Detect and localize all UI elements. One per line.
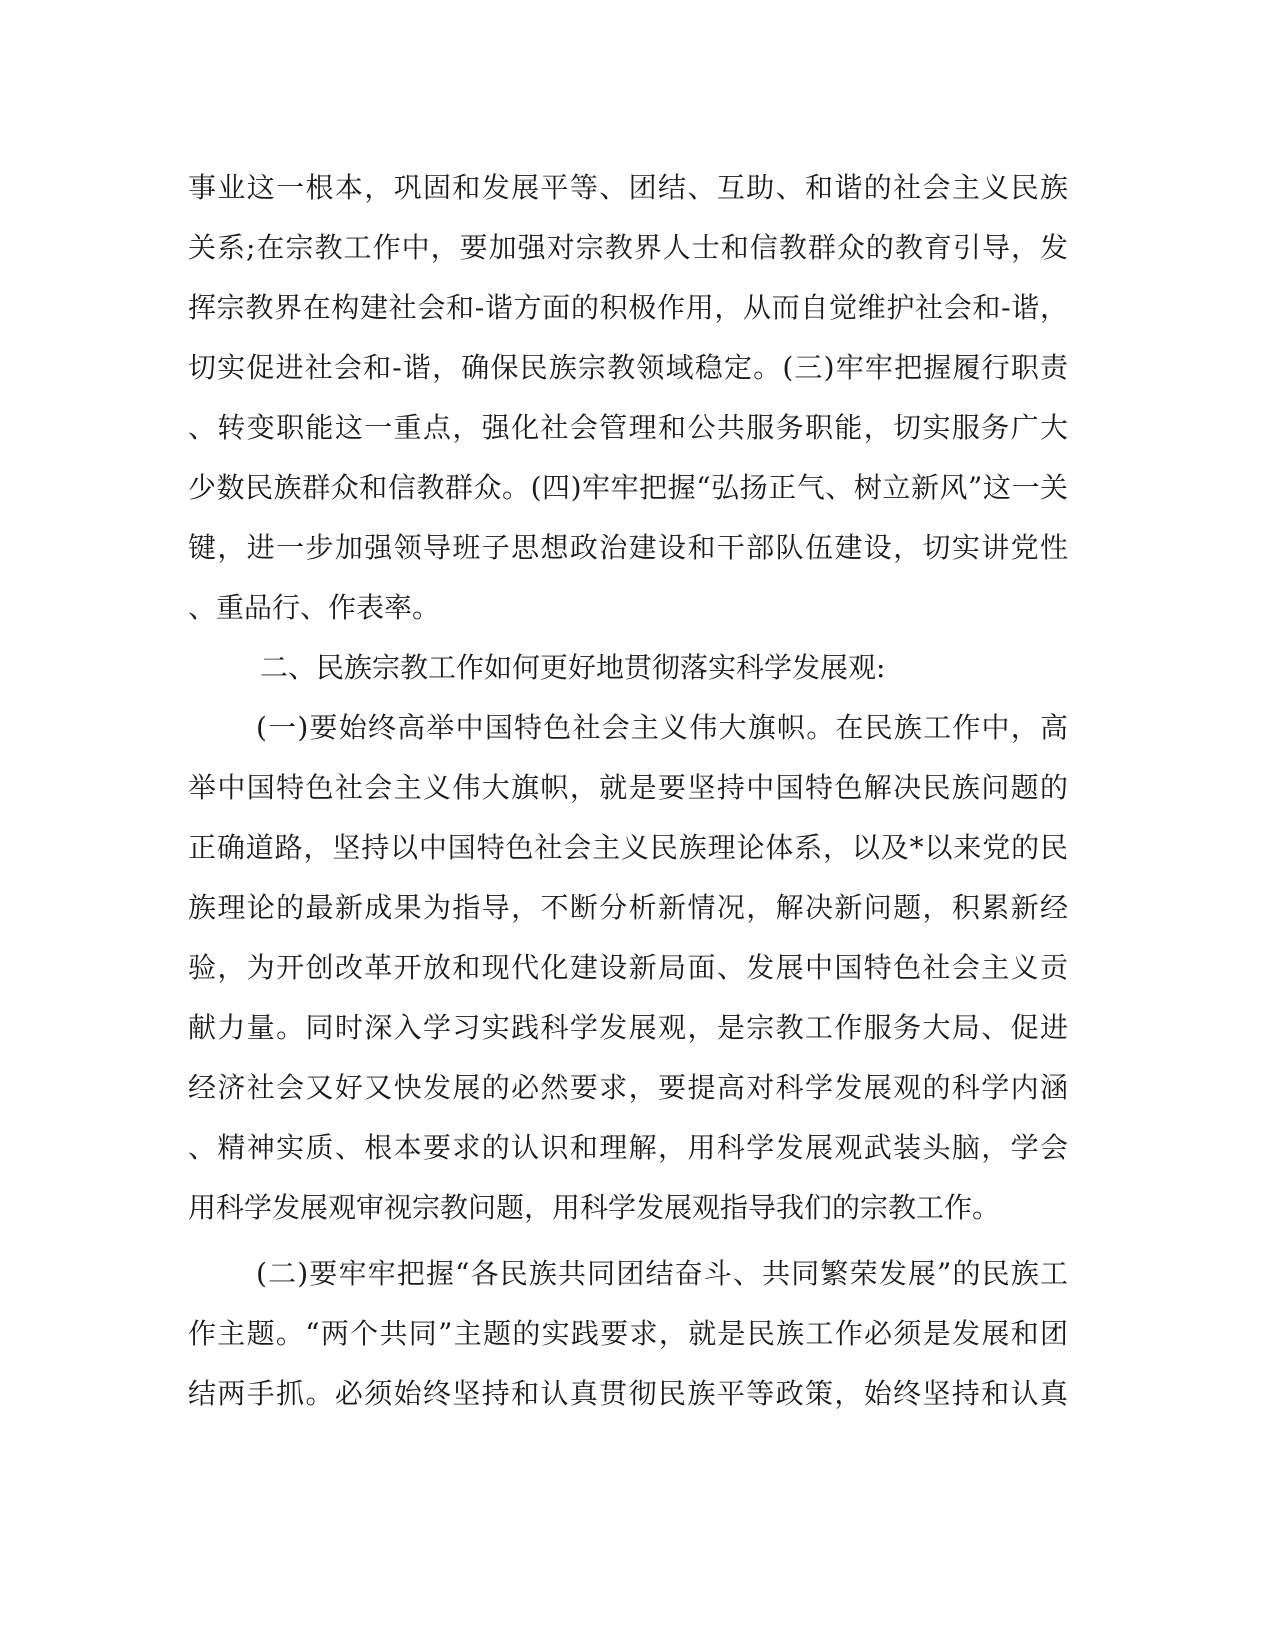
text-line: 事业这一根本，巩固和发展平等、团结、互助、和谐的社会主义民族	[188, 171, 1068, 204]
text-line: 结两手抓。必须始终坚持和认真贯彻民族平等政策，始终坚持和认真	[188, 1377, 1068, 1410]
text-line: 验，为开创改革开放和现代化建设新局面、发展中国特色社会主义贡	[188, 951, 1068, 984]
text-line: 切实促进社会和-谐，确保民族宗教领域稳定。(三)牢牢把握履行职责	[188, 351, 1068, 384]
text-line: 、重品行、作表率。	[188, 591, 441, 624]
text-line: 、转变职能这一重点，强化社会管理和公共服务职能，切实服务广大	[188, 411, 1068, 444]
text-line: 经济社会又好又快发展的必然要求，要提高对科学发展观的科学内涵	[188, 1071, 1068, 1104]
text-line: 键，进一步加强领导班子思想政治建设和干部队伍建设，切实讲党性	[188, 531, 1068, 564]
text-line: 献力量。同时深入学习实践科学发展观，是宗教工作服务大局、促进	[188, 1011, 1068, 1044]
text-line: 用科学发展观审视宗教问题，用科学发展观指导我们的宗教工作。	[188, 1191, 1001, 1224]
text-line: 少数民族群众和信教群众。(四)牢牢把握“弘扬正气、树立新风”这一关	[188, 471, 1068, 504]
text-line: 、精神实质、根本要求的认识和理解，用科学发展观武装头脑，学会	[188, 1131, 1068, 1164]
document-body	[188, 158, 1068, 1424]
text-line: 作主题。“两个共同”主题的实践要求，就是民族工作必须是发展和团	[188, 1317, 1068, 1350]
text-line: 挥宗教界在构建社会和-谐方面的积极作用，从而自觉维护社会和-谐，	[188, 291, 1068, 324]
text-line: 正确道路，坚持以中国特色社会主义民族理论体系，以及*以来党的民	[188, 831, 1068, 864]
text-line: 关系;在宗教工作中，要加强对宗教界人士和信教群众的教育引导，发	[188, 231, 1068, 264]
section-heading: 二、民族宗教工作如何更好地贯彻落实科学发展观:	[260, 651, 886, 684]
paragraph-first-line: (二)要牢牢把握“各民族共同团结奋斗、共同繁荣发展”的民族工	[256, 1257, 1068, 1290]
text-line: 举中国特色社会主义伟大旗帜，就是要坚持中国特色解决民族问题的	[188, 771, 1068, 804]
paragraph-first-line: (一)要始终高举中国特色社会主义伟大旗帜。在民族工作中，高	[256, 711, 1068, 744]
text-line: 族理论的最新成果为指导，不断分析新情况，解决新问题，积累新经	[188, 891, 1068, 924]
